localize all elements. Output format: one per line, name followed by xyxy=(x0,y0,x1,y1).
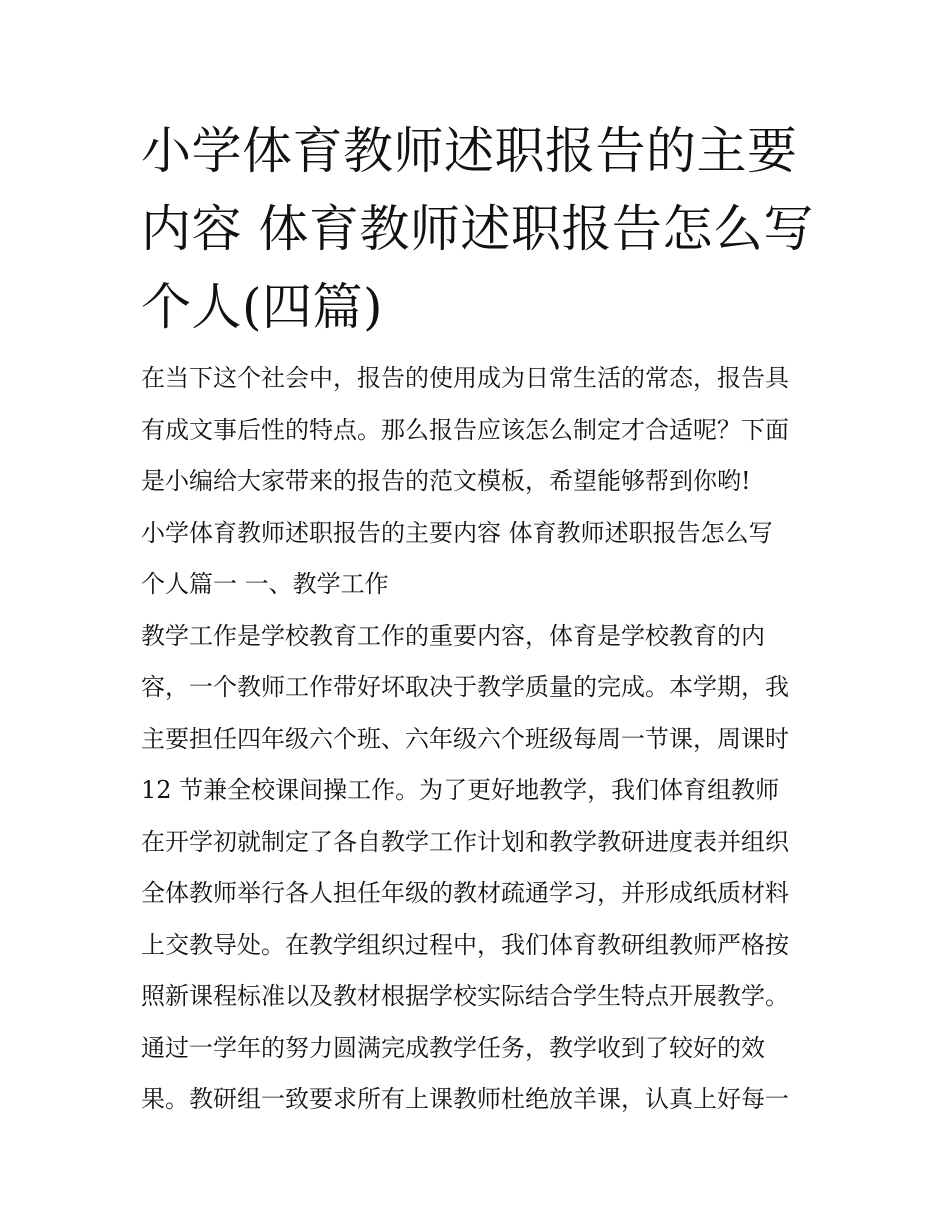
body-line: 小学体育教师述职报告的主要内容 体育教师述职报告怎么写 xyxy=(141,518,773,547)
body-line: 果。教研组一致要求所有上课教师杜绝放羊课，认真上好每一 xyxy=(141,1085,789,1113)
body-line: 在当下这个社会中，报告的使用成为日常生活的常态，报告具 xyxy=(141,364,789,392)
body-line: 是小编给大家带来的报告的范文模板，希望能够帮到你哟! xyxy=(141,467,751,495)
body-line: 主要担任四年级六个班、六年级六个班级每周一节课，周课时 xyxy=(141,724,789,753)
document-title xyxy=(141,112,821,346)
body-line: 容，一个教师工作带好坏取决于教学质量的完成。本学期，我 xyxy=(141,673,789,701)
body-line: 有成文事后性的特点。那么报告应该怎么制定才合适呢？下面 xyxy=(141,415,789,444)
body-line: 全体教师举行各人担任年级的教材疏通学习，并形成纸质材料 xyxy=(141,879,789,907)
title-line: 内容 体育教师述职报告怎么写 xyxy=(141,200,814,258)
body-line: 个人篇一 一、教学工作 xyxy=(141,570,389,598)
body-line: 通过一学年的努力圆满完成教学任务，教学收到了较好的效 xyxy=(141,1033,765,1062)
title-line: 小学体育教师述职报告的主要 xyxy=(141,122,798,180)
body-line: 在开学初就制定了各自教学工作计划和教学教研进度表并组织 xyxy=(141,827,789,856)
body-line: 上交教导处。在教学组织过程中，我们体育教研组教师严格按 xyxy=(141,930,789,959)
title-line: 个人(四篇) xyxy=(141,278,384,336)
document-body xyxy=(141,358,831,1131)
body-line: 教学工作是学校教育工作的重要内容，体育是学校教育的内 xyxy=(141,621,765,650)
body-line: 照新课程标准以及教材根据学校实际结合学生特点开展教学。 xyxy=(141,982,789,1010)
body-line: 12 节兼全校课间操工作。为了更好地教学，我们体育组教师 xyxy=(141,776,780,804)
